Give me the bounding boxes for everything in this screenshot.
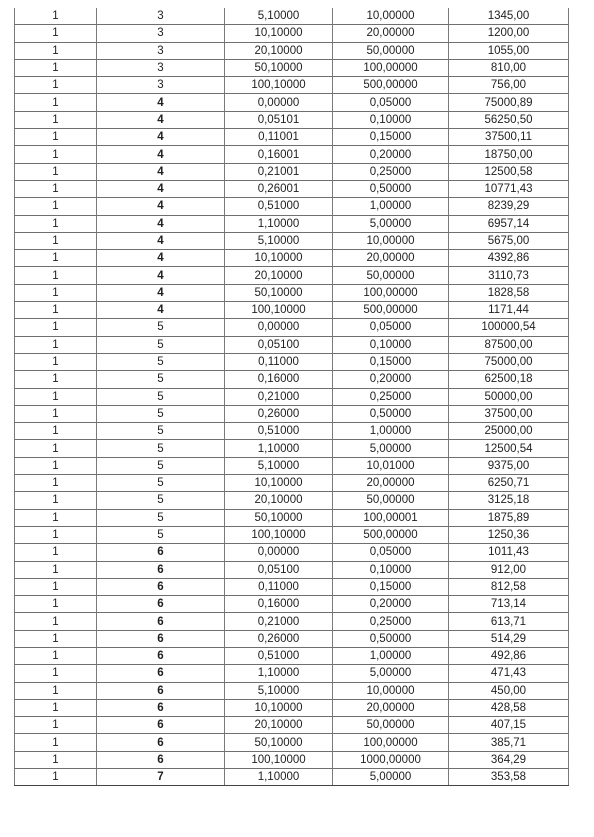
col-c-cell: 0,16000 <box>225 596 333 613</box>
col-e-cell: 428,58 <box>449 699 569 716</box>
col-e-cell: 56250,50 <box>449 111 569 128</box>
col-b-cell: 4 <box>97 129 225 146</box>
col-c-cell: 0,51000 <box>225 423 333 440</box>
col-d-cell: 10,01000 <box>333 457 449 474</box>
col-a-cell: 1 <box>15 440 97 457</box>
col-d-cell: 10,00000 <box>333 232 449 249</box>
col-b-cell: 4 <box>97 180 225 197</box>
table-row <box>15 717 569 734</box>
scanned-table-page <box>14 8 568 786</box>
col-d-cell: 5,00000 <box>333 440 449 457</box>
table-row <box>15 198 569 215</box>
col-e-cell: 812,58 <box>449 578 569 595</box>
table-row <box>15 423 569 440</box>
table-row <box>15 180 569 197</box>
table-row <box>15 734 569 751</box>
table-row <box>15 509 569 526</box>
col-d-cell: 0,50000 <box>333 405 449 422</box>
col-e-cell: 6250,71 <box>449 475 569 492</box>
col-c-cell: 50,10000 <box>225 734 333 751</box>
col-b-cell: 5 <box>97 423 225 440</box>
col-d-cell: 1,00000 <box>333 198 449 215</box>
col-d-cell: 0,20000 <box>333 371 449 388</box>
col-c-cell: 0,21000 <box>225 613 333 630</box>
col-b-cell: 6 <box>97 561 225 578</box>
col-d-cell: 20,00000 <box>333 475 449 492</box>
col-b-cell: 6 <box>97 665 225 682</box>
col-b-cell: 5 <box>97 475 225 492</box>
col-c-cell: 0,05100 <box>225 561 333 578</box>
col-d-cell: 100,00000 <box>333 284 449 301</box>
col-a-cell: 1 <box>15 509 97 526</box>
col-a-cell: 1 <box>15 198 97 215</box>
col-a-cell: 1 <box>15 336 97 353</box>
col-d-cell: 0,05000 <box>333 319 449 336</box>
col-b-cell: 5 <box>97 526 225 543</box>
col-e-cell: 756,00 <box>449 77 569 94</box>
col-e-cell: 3125,18 <box>449 492 569 509</box>
col-c-cell: 0,05101 <box>225 111 333 128</box>
col-b-cell: 4 <box>97 215 225 232</box>
data-table <box>14 8 569 786</box>
col-b-cell: 4 <box>97 232 225 249</box>
table-row <box>15 267 569 284</box>
col-c-cell: 100,10000 <box>225 751 333 768</box>
col-d-cell: 0,25000 <box>333 388 449 405</box>
col-b-cell: 4 <box>97 267 225 284</box>
col-d-cell: 0,50000 <box>333 180 449 197</box>
col-a-cell: 1 <box>15 163 97 180</box>
table-row <box>15 665 569 682</box>
col-e-cell: 1055,00 <box>449 42 569 59</box>
table-row <box>15 353 569 370</box>
table-row <box>15 475 569 492</box>
col-a-cell: 1 <box>15 405 97 422</box>
col-e-cell: 364,29 <box>449 751 569 768</box>
col-b-cell: 5 <box>97 492 225 509</box>
table-row <box>15 25 569 42</box>
col-e-cell: 1828,58 <box>449 284 569 301</box>
col-c-cell: 100,10000 <box>225 526 333 543</box>
col-d-cell: 500,00000 <box>333 77 449 94</box>
col-e-cell: 1875,89 <box>449 509 569 526</box>
col-e-cell: 407,15 <box>449 717 569 734</box>
col-d-cell: 50,00000 <box>333 717 449 734</box>
col-b-cell: 7 <box>97 769 225 786</box>
col-b-cell: 5 <box>97 388 225 405</box>
col-d-cell: 5,00000 <box>333 665 449 682</box>
col-a-cell: 1 <box>15 665 97 682</box>
col-c-cell: 0,00000 <box>225 544 333 561</box>
col-b-cell: 4 <box>97 250 225 267</box>
col-c-cell: 0,26000 <box>225 405 333 422</box>
col-e-cell: 810,00 <box>449 59 569 76</box>
col-e-cell: 1011,43 <box>449 544 569 561</box>
col-c-cell: 100,10000 <box>225 302 333 319</box>
col-c-cell: 0,00000 <box>225 94 333 111</box>
col-a-cell: 1 <box>15 215 97 232</box>
table-row <box>15 682 569 699</box>
col-d-cell: 0,20000 <box>333 596 449 613</box>
col-d-cell: 500,00000 <box>333 526 449 543</box>
col-b-cell: 4 <box>97 111 225 128</box>
col-c-cell: 0,21001 <box>225 163 333 180</box>
col-a-cell: 1 <box>15 353 97 370</box>
col-c-cell: 0,16000 <box>225 371 333 388</box>
col-b-cell: 3 <box>97 25 225 42</box>
col-d-cell: 20,00000 <box>333 250 449 267</box>
col-d-cell: 0,10000 <box>333 111 449 128</box>
col-b-cell: 3 <box>97 77 225 94</box>
col-a-cell: 1 <box>15 578 97 595</box>
col-c-cell: 10,10000 <box>225 25 333 42</box>
col-b-cell: 6 <box>97 647 225 664</box>
col-a-cell: 1 <box>15 319 97 336</box>
col-e-cell: 37500,11 <box>449 129 569 146</box>
col-c-cell: 1,10000 <box>225 440 333 457</box>
col-b-cell: 5 <box>97 440 225 457</box>
col-e-cell: 6957,14 <box>449 215 569 232</box>
col-b-cell: 4 <box>97 146 225 163</box>
col-a-cell: 1 <box>15 59 97 76</box>
col-c-cell: 0,11000 <box>225 353 333 370</box>
table-row <box>15 613 569 630</box>
col-c-cell: 10,10000 <box>225 475 333 492</box>
col-d-cell: 0,20000 <box>333 146 449 163</box>
col-c-cell: 5,10000 <box>225 8 333 25</box>
col-b-cell: 6 <box>97 699 225 716</box>
col-d-cell: 0,10000 <box>333 336 449 353</box>
col-d-cell: 0,15000 <box>333 578 449 595</box>
table-row <box>15 561 569 578</box>
table-row <box>15 699 569 716</box>
col-c-cell: 0,11000 <box>225 578 333 595</box>
col-b-cell: 3 <box>97 42 225 59</box>
col-e-cell: 1171,44 <box>449 302 569 319</box>
col-d-cell: 20,00000 <box>333 699 449 716</box>
table-row <box>15 129 569 146</box>
table-row <box>15 440 569 457</box>
col-c-cell: 100,10000 <box>225 77 333 94</box>
col-a-cell: 1 <box>15 699 97 716</box>
col-b-cell: 6 <box>97 717 225 734</box>
col-d-cell: 0,05000 <box>333 544 449 561</box>
col-c-cell: 50,10000 <box>225 284 333 301</box>
col-a-cell: 1 <box>15 146 97 163</box>
col-a-cell: 1 <box>15 596 97 613</box>
col-b-cell: 5 <box>97 405 225 422</box>
col-b-cell: 5 <box>97 371 225 388</box>
table-row <box>15 163 569 180</box>
col-e-cell: 514,29 <box>449 630 569 647</box>
col-e-cell: 75000,89 <box>449 94 569 111</box>
col-d-cell: 50,00000 <box>333 267 449 284</box>
col-e-cell: 713,14 <box>449 596 569 613</box>
col-d-cell: 5,00000 <box>333 769 449 786</box>
col-b-cell: 6 <box>97 544 225 561</box>
col-b-cell: 4 <box>97 302 225 319</box>
col-d-cell: 5,00000 <box>333 215 449 232</box>
col-e-cell: 37500,00 <box>449 405 569 422</box>
col-c-cell: 0,11001 <box>225 129 333 146</box>
col-c-cell: 10,10000 <box>225 699 333 716</box>
col-a-cell: 1 <box>15 111 97 128</box>
col-a-cell: 1 <box>15 717 97 734</box>
table-row <box>15 42 569 59</box>
col-d-cell: 10,00000 <box>333 682 449 699</box>
table-row <box>15 371 569 388</box>
col-e-cell: 12500,54 <box>449 440 569 457</box>
table-row <box>15 336 569 353</box>
col-b-cell: 4 <box>97 94 225 111</box>
col-c-cell: 0,21000 <box>225 388 333 405</box>
col-e-cell: 9375,00 <box>449 457 569 474</box>
table-row <box>15 492 569 509</box>
col-b-cell: 3 <box>97 59 225 76</box>
col-e-cell: 8239,29 <box>449 198 569 215</box>
col-a-cell: 1 <box>15 475 97 492</box>
col-c-cell: 0,26000 <box>225 630 333 647</box>
col-d-cell: 0,05000 <box>333 94 449 111</box>
col-e-cell: 492,86 <box>449 647 569 664</box>
col-d-cell: 0,25000 <box>333 613 449 630</box>
col-b-cell: 5 <box>97 509 225 526</box>
col-d-cell: 0,15000 <box>333 353 449 370</box>
col-e-cell: 75000,00 <box>449 353 569 370</box>
col-a-cell: 1 <box>15 77 97 94</box>
col-d-cell: 1000,00000 <box>333 751 449 768</box>
col-a-cell: 1 <box>15 8 97 25</box>
table-row <box>15 77 569 94</box>
col-d-cell: 1,00000 <box>333 423 449 440</box>
col-d-cell: 0,25000 <box>333 163 449 180</box>
col-a-cell: 1 <box>15 129 97 146</box>
table-row <box>15 596 569 613</box>
col-e-cell: 3110,73 <box>449 267 569 284</box>
col-a-cell: 1 <box>15 647 97 664</box>
col-d-cell: 0,50000 <box>333 630 449 647</box>
col-c-cell: 1,10000 <box>225 769 333 786</box>
col-e-cell: 385,71 <box>449 734 569 751</box>
col-d-cell: 0,10000 <box>333 561 449 578</box>
col-e-cell: 1250,36 <box>449 526 569 543</box>
col-a-cell: 1 <box>15 232 97 249</box>
col-c-cell: 0,26001 <box>225 180 333 197</box>
col-a-cell: 1 <box>15 492 97 509</box>
col-d-cell: 10,00000 <box>333 8 449 25</box>
table-row <box>15 457 569 474</box>
col-a-cell: 1 <box>15 250 97 267</box>
col-a-cell: 1 <box>15 630 97 647</box>
table-row <box>15 647 569 664</box>
col-d-cell: 1,00000 <box>333 647 449 664</box>
table-row <box>15 284 569 301</box>
col-c-cell: 1,10000 <box>225 665 333 682</box>
col-e-cell: 1200,00 <box>449 25 569 42</box>
col-e-cell: 50000,00 <box>449 388 569 405</box>
col-c-cell: 0,51000 <box>225 647 333 664</box>
col-d-cell: 100,00001 <box>333 509 449 526</box>
col-a-cell: 1 <box>15 751 97 768</box>
table-row <box>15 8 569 25</box>
col-a-cell: 1 <box>15 457 97 474</box>
col-c-cell: 50,10000 <box>225 59 333 76</box>
table-row <box>15 111 569 128</box>
table-row <box>15 578 569 595</box>
col-b-cell: 6 <box>97 630 225 647</box>
col-c-cell: 10,10000 <box>225 250 333 267</box>
col-a-cell: 1 <box>15 42 97 59</box>
col-e-cell: 4392,86 <box>449 250 569 267</box>
col-b-cell: 6 <box>97 613 225 630</box>
col-b-cell: 6 <box>97 682 225 699</box>
col-e-cell: 450,00 <box>449 682 569 699</box>
col-a-cell: 1 <box>15 25 97 42</box>
table-body <box>15 8 569 786</box>
col-a-cell: 1 <box>15 423 97 440</box>
col-b-cell: 5 <box>97 457 225 474</box>
table-row <box>15 215 569 232</box>
col-c-cell: 0,51000 <box>225 198 333 215</box>
col-c-cell: 5,10000 <box>225 682 333 699</box>
col-d-cell: 500,00000 <box>333 302 449 319</box>
col-a-cell: 1 <box>15 682 97 699</box>
col-b-cell: 4 <box>97 198 225 215</box>
col-a-cell: 1 <box>15 561 97 578</box>
col-a-cell: 1 <box>15 613 97 630</box>
table-row <box>15 302 569 319</box>
col-c-cell: 1,10000 <box>225 215 333 232</box>
table-row <box>15 250 569 267</box>
col-a-cell: 1 <box>15 267 97 284</box>
table-row <box>15 769 569 786</box>
col-a-cell: 1 <box>15 371 97 388</box>
col-a-cell: 1 <box>15 94 97 111</box>
col-b-cell: 6 <box>97 751 225 768</box>
col-e-cell: 87500,00 <box>449 336 569 353</box>
col-b-cell: 5 <box>97 319 225 336</box>
col-c-cell: 0,00000 <box>225 319 333 336</box>
col-a-cell: 1 <box>15 302 97 319</box>
table-row <box>15 388 569 405</box>
table-row <box>15 751 569 768</box>
col-e-cell: 1345,00 <box>449 8 569 25</box>
col-e-cell: 912,00 <box>449 561 569 578</box>
col-a-cell: 1 <box>15 544 97 561</box>
table-row <box>15 146 569 163</box>
col-c-cell: 5,10000 <box>225 457 333 474</box>
col-b-cell: 5 <box>97 353 225 370</box>
col-c-cell: 20,10000 <box>225 267 333 284</box>
col-a-cell: 1 <box>15 769 97 786</box>
col-c-cell: 50,10000 <box>225 509 333 526</box>
col-b-cell: 4 <box>97 163 225 180</box>
col-e-cell: 62500,18 <box>449 371 569 388</box>
col-e-cell: 12500,58 <box>449 163 569 180</box>
col-e-cell: 613,71 <box>449 613 569 630</box>
col-b-cell: 6 <box>97 734 225 751</box>
col-a-cell: 1 <box>15 284 97 301</box>
col-e-cell: 471,43 <box>449 665 569 682</box>
col-e-cell: 5675,00 <box>449 232 569 249</box>
col-a-cell: 1 <box>15 180 97 197</box>
col-d-cell: 50,00000 <box>333 42 449 59</box>
col-e-cell: 18750,00 <box>449 146 569 163</box>
table-row <box>15 319 569 336</box>
col-c-cell: 0,05100 <box>225 336 333 353</box>
col-b-cell: 5 <box>97 336 225 353</box>
col-a-cell: 1 <box>15 388 97 405</box>
table-row <box>15 94 569 111</box>
col-e-cell: 25000,00 <box>449 423 569 440</box>
col-b-cell: 3 <box>97 8 225 25</box>
col-b-cell: 6 <box>97 596 225 613</box>
col-b-cell: 4 <box>97 284 225 301</box>
col-c-cell: 20,10000 <box>225 492 333 509</box>
table-row <box>15 630 569 647</box>
col-e-cell: 353,58 <box>449 769 569 786</box>
col-c-cell: 0,16001 <box>225 146 333 163</box>
col-c-cell: 20,10000 <box>225 717 333 734</box>
col-d-cell: 100,00000 <box>333 734 449 751</box>
table-row <box>15 232 569 249</box>
col-d-cell: 20,00000 <box>333 25 449 42</box>
col-d-cell: 0,15000 <box>333 129 449 146</box>
col-d-cell: 100,00000 <box>333 59 449 76</box>
col-e-cell: 100000,54 <box>449 319 569 336</box>
table-row <box>15 526 569 543</box>
table-row <box>15 544 569 561</box>
col-a-cell: 1 <box>15 526 97 543</box>
col-b-cell: 6 <box>97 578 225 595</box>
table-row <box>15 405 569 422</box>
col-a-cell: 1 <box>15 734 97 751</box>
col-c-cell: 20,10000 <box>225 42 333 59</box>
table-row <box>15 59 569 76</box>
col-d-cell: 50,00000 <box>333 492 449 509</box>
col-e-cell: 10771,43 <box>449 180 569 197</box>
col-c-cell: 5,10000 <box>225 232 333 249</box>
